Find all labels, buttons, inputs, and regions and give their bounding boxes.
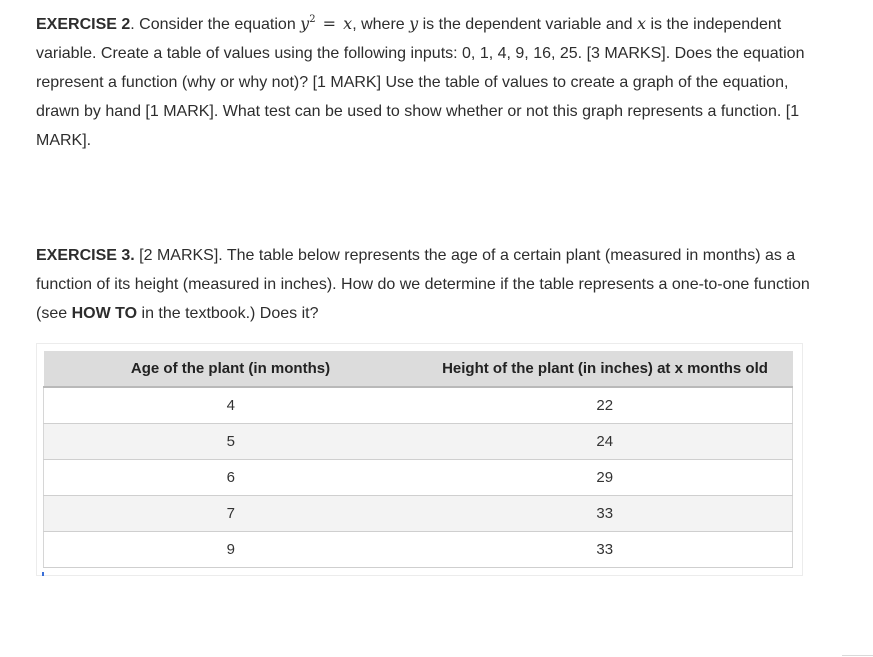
exercise-2-paragraph (36, 9, 826, 155)
table-row (44, 532, 793, 568)
cell-age: 9 (44, 532, 418, 568)
exercise-3-heading: EXERCISE 3. (36, 247, 135, 264)
text-cursor (42, 572, 44, 576)
cell-age: 4 (44, 387, 418, 424)
table-row (44, 424, 793, 460)
cell-height: 29 (418, 460, 793, 496)
header-age: Age of the plant (in months) (44, 351, 418, 387)
exercise-2-text-d: is the independent variable. Create a table of values using the following inputs: 0, 1, 4, 9, 16, 25. [3 MARKS]. Does the equation represent a function (why or why not)? [1 MARK] Use the table of values to create a graph of the equation, drawn by hand [1 MARK]. What test can be used to show whether or not this graph represents a function. [1 MARK]. (36, 16, 805, 149)
exercise-2-text-c: is the dependent variable and (418, 16, 637, 33)
table-row (44, 387, 793, 424)
exercise-2-text-b: , where (352, 16, 410, 33)
divider-line (842, 655, 873, 656)
variable-y: y (409, 14, 419, 33)
cell-height: 24 (418, 424, 793, 460)
table-header-row (44, 351, 793, 387)
exercise-3-text-a: [2 MARKS]. The table below represents the age of a certain plant (measured in months) as a function of its height (measured in inches). How do we determine if the table represents a one-to-one function (see (36, 247, 810, 322)
equation-exponent: 2 (309, 14, 316, 25)
exercise-2-text-a: . Consider the equation (130, 16, 301, 33)
table-row (44, 460, 793, 496)
plant-table (43, 351, 793, 568)
exercise-3-paragraph (36, 241, 826, 328)
cell-age: 6 (44, 460, 418, 496)
plant-table-container (36, 343, 803, 576)
equation-equals: = (322, 14, 337, 33)
cell-age: 7 (44, 496, 418, 532)
cell-height: 33 (418, 496, 793, 532)
how-to-emphasis: HOW TO (71, 305, 138, 322)
equation-y: y (300, 14, 310, 33)
cell-height: 33 (418, 532, 793, 568)
cell-height: 22 (418, 387, 793, 424)
exercise-3-text-b: in the textbook.) Does it? (137, 305, 319, 322)
table-row (44, 496, 793, 532)
cell-age: 5 (44, 424, 418, 460)
equation-x: x (343, 14, 353, 33)
equation (300, 14, 352, 33)
variable-x: x (637, 14, 647, 33)
header-height: Height of the plant (in inches) at x months old (418, 351, 793, 387)
exercise-2-heading: EXERCISE 2 (36, 16, 131, 33)
